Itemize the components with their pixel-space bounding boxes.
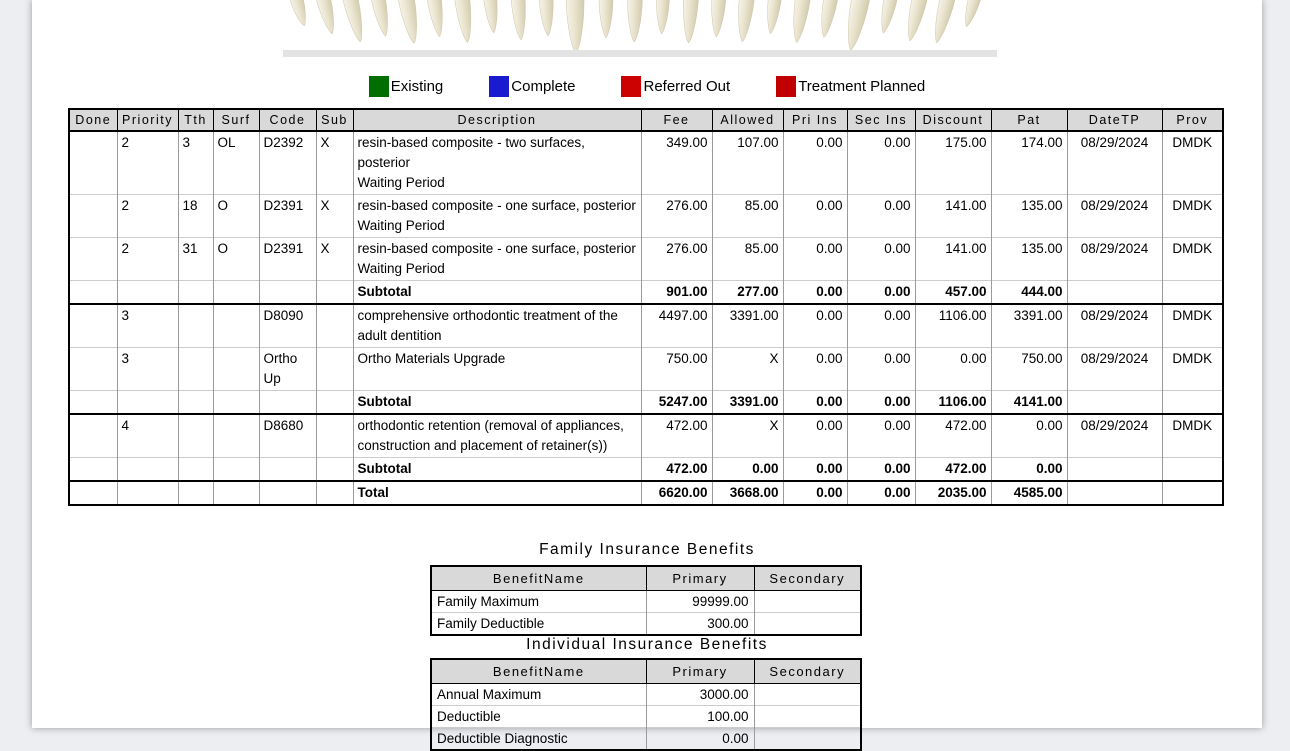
header-cell-description: Description <box>353 109 641 131</box>
cell-date_tp: 08/29/2024 <box>1067 348 1162 391</box>
family-benefits-title: Family Insurance Benefits <box>539 541 755 558</box>
benefits-header-benefitname: BenefitName <box>431 659 646 684</box>
procedure-note: Waiting Period <box>357 175 445 190</box>
cell-code: D8090 <box>259 304 316 348</box>
benefits-header-benefitname: BenefitName <box>431 566 646 591</box>
header-cell-sec-ins: Sec Ins <box>847 109 915 131</box>
cell-allowed: 85.00 <box>712 238 783 281</box>
individual-benefits-table <box>430 658 862 751</box>
cell-discount: 1106.00 <box>915 304 991 348</box>
cell-sec_ins: 0.00 <box>847 481 915 505</box>
cell-date_tp: 08/29/2024 <box>1067 304 1162 348</box>
benefit-name: Family Maximum <box>431 591 646 613</box>
cell-code: D2392 <box>259 131 316 195</box>
cell-sub <box>316 348 353 391</box>
benefit-primary: 99999.00 <box>646 591 754 613</box>
cell-surf <box>213 414 259 458</box>
cell-code: D2391 <box>259 195 316 238</box>
cell-date_tp: 08/29/2024 <box>1067 195 1162 238</box>
legend-item <box>776 76 925 97</box>
total-row <box>69 481 1223 505</box>
cell-sec_ins: 0.00 <box>847 131 915 195</box>
cell-sec_ins: 0.00 <box>847 281 915 305</box>
cell-pat: 3391.00 <box>991 304 1067 348</box>
benefit-primary: 3000.00 <box>646 684 754 706</box>
family-benefits-table <box>430 565 862 636</box>
cell-date_tp <box>1067 281 1162 305</box>
cell-prov <box>1162 458 1223 482</box>
header-cell-discount: Discount <box>915 109 991 131</box>
cell-tth <box>178 391 213 415</box>
cell-surf <box>213 348 259 391</box>
benefit-secondary <box>754 684 861 706</box>
cell-fee: 6620.00 <box>641 481 712 505</box>
cell-code <box>259 458 316 482</box>
cell-pri_ins: 0.00 <box>783 391 847 415</box>
cell-sub: X <box>316 131 353 195</box>
cell-sub <box>316 281 353 305</box>
cell-discount: 141.00 <box>915 195 991 238</box>
header-cell-prov: Prov <box>1162 109 1223 131</box>
cell-surf <box>213 391 259 415</box>
cell-discount: 472.00 <box>915 458 991 482</box>
cell-tth <box>178 414 213 458</box>
cell-description: Total <box>353 481 641 505</box>
cell-code: D2391 <box>259 238 316 281</box>
cell-discount: 472.00 <box>915 414 991 458</box>
cell-pat: 0.00 <box>991 458 1067 482</box>
cell-pat: 0.00 <box>991 414 1067 458</box>
procedure-row <box>69 348 1223 391</box>
cell-description: Subtotal <box>353 391 641 415</box>
cell-done <box>69 238 117 281</box>
cell-prov <box>1162 481 1223 505</box>
cell-pat: 4141.00 <box>991 391 1067 415</box>
benefit-name: Deductible <box>431 706 646 728</box>
cell-tth <box>178 304 213 348</box>
cell-date_tp <box>1067 391 1162 415</box>
procedure-row <box>69 195 1223 238</box>
teeth-roots-icon <box>283 0 997 58</box>
procedure-description: resin-based composite - one surface, posterior <box>357 198 636 213</box>
cell-surf <box>213 281 259 305</box>
cell-allowed: 85.00 <box>712 195 783 238</box>
cell-sub <box>316 481 353 505</box>
cell-pat: 4585.00 <box>991 481 1067 505</box>
cell-date_tp: 08/29/2024 <box>1067 131 1162 195</box>
procedure-row <box>69 131 1223 195</box>
cell-prov <box>1162 391 1223 415</box>
cell-discount: 141.00 <box>915 238 991 281</box>
treatment-planned-color-swatch-icon <box>776 76 796 97</box>
cell-tth <box>178 281 213 305</box>
cell-prov: DMDK <box>1162 131 1223 195</box>
cell-discount: 0.00 <box>915 348 991 391</box>
procedure-note: Waiting Period <box>357 261 445 276</box>
cell-allowed: 107.00 <box>712 131 783 195</box>
cell-prov: DMDK <box>1162 414 1223 458</box>
procedure-row <box>69 414 1223 458</box>
legend-item <box>621 76 730 97</box>
cell-description <box>353 414 641 458</box>
benefits-header-secondary: Secondary <box>754 659 861 684</box>
cell-sec_ins: 0.00 <box>847 304 915 348</box>
header-cell-sub: Sub <box>316 109 353 131</box>
cell-pri_ins: 0.00 <box>783 304 847 348</box>
cell-allowed: 3391.00 <box>712 304 783 348</box>
cell-done <box>69 391 117 415</box>
cell-pri_ins: 0.00 <box>783 238 847 281</box>
cell-surf: OL <box>213 131 259 195</box>
subtotal-row <box>69 458 1223 482</box>
cell-description <box>353 131 641 195</box>
header-cell-tth: Tth <box>178 109 213 131</box>
cell-priority: 4 <box>117 414 178 458</box>
cell-description <box>353 304 641 348</box>
existing-color-swatch-icon <box>369 76 389 97</box>
procedure-description: resin-based composite - one surface, posterior <box>357 241 636 256</box>
cell-sec_ins: 0.00 <box>847 348 915 391</box>
procedure-description: orthodontic retention (removal of appliances, construction and placement of retainer(s)) <box>357 418 624 453</box>
cell-priority: 3 <box>117 348 178 391</box>
header-cell-surf: Surf <box>213 109 259 131</box>
header-cell-fee: Fee <box>641 109 712 131</box>
benefit-secondary <box>754 613 861 636</box>
cell-fee: 349.00 <box>641 131 712 195</box>
benefits-header-primary: Primary <box>646 566 754 591</box>
cell-date_tp <box>1067 481 1162 505</box>
complete-color-swatch-icon <box>489 76 509 97</box>
cell-allowed: 277.00 <box>712 281 783 305</box>
procedure-row <box>69 304 1223 348</box>
cell-priority <box>117 281 178 305</box>
cell-sub <box>316 391 353 415</box>
cell-prov <box>1162 281 1223 305</box>
cell-pat: 174.00 <box>991 131 1067 195</box>
individual-benefits-title: Individual Insurance Benefits <box>526 636 768 653</box>
benefit-secondary <box>754 728 861 751</box>
cell-discount: 2035.00 <box>915 481 991 505</box>
procedure-description: Ortho Materials Upgrade <box>357 351 506 366</box>
procedure-row <box>69 238 1223 281</box>
cell-description <box>353 348 641 391</box>
legend-label: Treatment Planned <box>798 78 926 95</box>
table-header-row <box>69 109 1223 131</box>
treatment-plan-table <box>68 108 1224 506</box>
cell-allowed: 0.00 <box>712 458 783 482</box>
cell-priority <box>117 391 178 415</box>
legend-label: Referred Out <box>643 78 731 95</box>
cell-description: Subtotal <box>353 458 641 482</box>
cell-done <box>69 481 117 505</box>
benefits-header-row <box>431 566 861 591</box>
header-cell-allowed: Allowed <box>712 109 783 131</box>
cell-fee: 276.00 <box>641 195 712 238</box>
cell-code: D8680 <box>259 414 316 458</box>
cell-prov: DMDK <box>1162 238 1223 281</box>
cell-pri_ins: 0.00 <box>783 195 847 238</box>
benefit-row <box>431 613 861 636</box>
cell-code <box>259 391 316 415</box>
cell-date_tp: 08/29/2024 <box>1067 414 1162 458</box>
benefit-row <box>431 684 861 706</box>
cell-fee: 472.00 <box>641 458 712 482</box>
cell-description <box>353 238 641 281</box>
cell-done <box>69 304 117 348</box>
cell-priority: 2 <box>117 195 178 238</box>
cell-pat: 750.00 <box>991 348 1067 391</box>
cell-sub <box>316 458 353 482</box>
cell-allowed: 3668.00 <box>712 481 783 505</box>
legend-item <box>369 76 444 97</box>
cell-done <box>69 281 117 305</box>
cell-done <box>69 195 117 238</box>
cell-sec_ins: 0.00 <box>847 458 915 482</box>
legend <box>32 76 1262 97</box>
cell-pri_ins: 0.00 <box>783 131 847 195</box>
header-cell-datetp: DateTP <box>1067 109 1162 131</box>
cell-sec_ins: 0.00 <box>847 414 915 458</box>
subtotal-row <box>69 391 1223 415</box>
legend-item <box>489 76 575 97</box>
cell-priority <box>117 458 178 482</box>
cell-allowed: X <box>712 348 783 391</box>
cell-allowed: 3391.00 <box>712 391 783 415</box>
cell-fee: 4497.00 <box>641 304 712 348</box>
cell-pat: 444.00 <box>991 281 1067 305</box>
legend-label: Complete <box>511 78 576 95</box>
cell-prov: DMDK <box>1162 348 1223 391</box>
cell-fee: 750.00 <box>641 348 712 391</box>
cell-code <box>259 481 316 505</box>
cell-surf <box>213 458 259 482</box>
cell-pri_ins: 0.00 <box>783 281 847 305</box>
benefit-secondary <box>754 706 861 728</box>
cell-sec_ins: 0.00 <box>847 238 915 281</box>
cell-fee: 472.00 <box>641 414 712 458</box>
cell-pri_ins: 0.00 <box>783 348 847 391</box>
cell-sub <box>316 304 353 348</box>
benefit-name: Family Deductible <box>431 613 646 636</box>
procedure-note: Waiting Period <box>357 218 445 233</box>
header-cell-done: Done <box>69 109 117 131</box>
cell-date_tp: 08/29/2024 <box>1067 238 1162 281</box>
cell-fee: 901.00 <box>641 281 712 305</box>
cell-priority: 2 <box>117 131 178 195</box>
cell-discount: 175.00 <box>915 131 991 195</box>
cell-tth <box>178 458 213 482</box>
cell-pri_ins: 0.00 <box>783 458 847 482</box>
cell-code <box>259 281 316 305</box>
benefit-name: Annual Maximum <box>431 684 646 706</box>
cell-code: Ortho Up <box>259 348 316 391</box>
cell-priority: 2 <box>117 238 178 281</box>
cell-description: Subtotal <box>353 281 641 305</box>
benefit-secondary <box>754 591 861 613</box>
cell-done <box>69 131 117 195</box>
cell-tth: 3 <box>178 131 213 195</box>
benefit-primary: 300.00 <box>646 613 754 636</box>
cell-sec_ins: 0.00 <box>847 195 915 238</box>
benefit-row <box>431 591 861 613</box>
subtotal-row <box>69 281 1223 305</box>
benefit-primary: 100.00 <box>646 706 754 728</box>
cell-surf <box>213 304 259 348</box>
header-cell-priority: Priority <box>117 109 178 131</box>
cell-pri_ins: 0.00 <box>783 481 847 505</box>
header-cell-pat: Pat <box>991 109 1067 131</box>
cell-sec_ins: 0.00 <box>847 391 915 415</box>
cell-tth <box>178 348 213 391</box>
legend-label: Existing <box>390 78 444 95</box>
procedure-description: comprehensive orthodontic treatment of the adult dentition <box>357 308 618 343</box>
cell-pri_ins: 0.00 <box>783 414 847 458</box>
procedure-description: resin-based composite - two surfaces, posterior <box>357 135 585 170</box>
cell-surf: O <box>213 195 259 238</box>
cell-prov: DMDK <box>1162 304 1223 348</box>
cell-date_tp <box>1067 458 1162 482</box>
header-cell-pri-ins: Pri Ins <box>783 109 847 131</box>
benefit-row <box>431 706 861 728</box>
cell-fee: 276.00 <box>641 238 712 281</box>
benefits-header-primary: Primary <box>646 659 754 684</box>
cell-description <box>353 195 641 238</box>
benefit-primary: 0.00 <box>646 728 754 751</box>
cell-done <box>69 348 117 391</box>
cell-done <box>69 458 117 482</box>
cell-allowed: X <box>712 414 783 458</box>
cell-sub: X <box>316 238 353 281</box>
cell-pat: 135.00 <box>991 195 1067 238</box>
benefit-row <box>431 728 861 751</box>
benefit-name: Deductible Diagnostic <box>431 728 646 751</box>
cell-tth: 31 <box>178 238 213 281</box>
cell-sub: X <box>316 195 353 238</box>
cell-prov: DMDK <box>1162 195 1223 238</box>
benefits-header-row <box>431 659 861 684</box>
cell-discount: 1106.00 <box>915 391 991 415</box>
cell-tth: 18 <box>178 195 213 238</box>
header-cell-code: Code <box>259 109 316 131</box>
cell-tth <box>178 481 213 505</box>
print-preview-page <box>32 0 1262 746</box>
cell-sub <box>316 414 353 458</box>
cell-discount: 457.00 <box>915 281 991 305</box>
cell-done <box>69 414 117 458</box>
cell-pat: 135.00 <box>991 238 1067 281</box>
cell-surf <box>213 481 259 505</box>
dental-chart-image <box>283 0 997 58</box>
cell-priority <box>117 481 178 505</box>
cell-priority: 3 <box>117 304 178 348</box>
referred-out-color-swatch-icon <box>621 76 641 97</box>
cell-surf: O <box>213 238 259 281</box>
cell-fee: 5247.00 <box>641 391 712 415</box>
benefits-header-secondary: Secondary <box>754 566 861 591</box>
